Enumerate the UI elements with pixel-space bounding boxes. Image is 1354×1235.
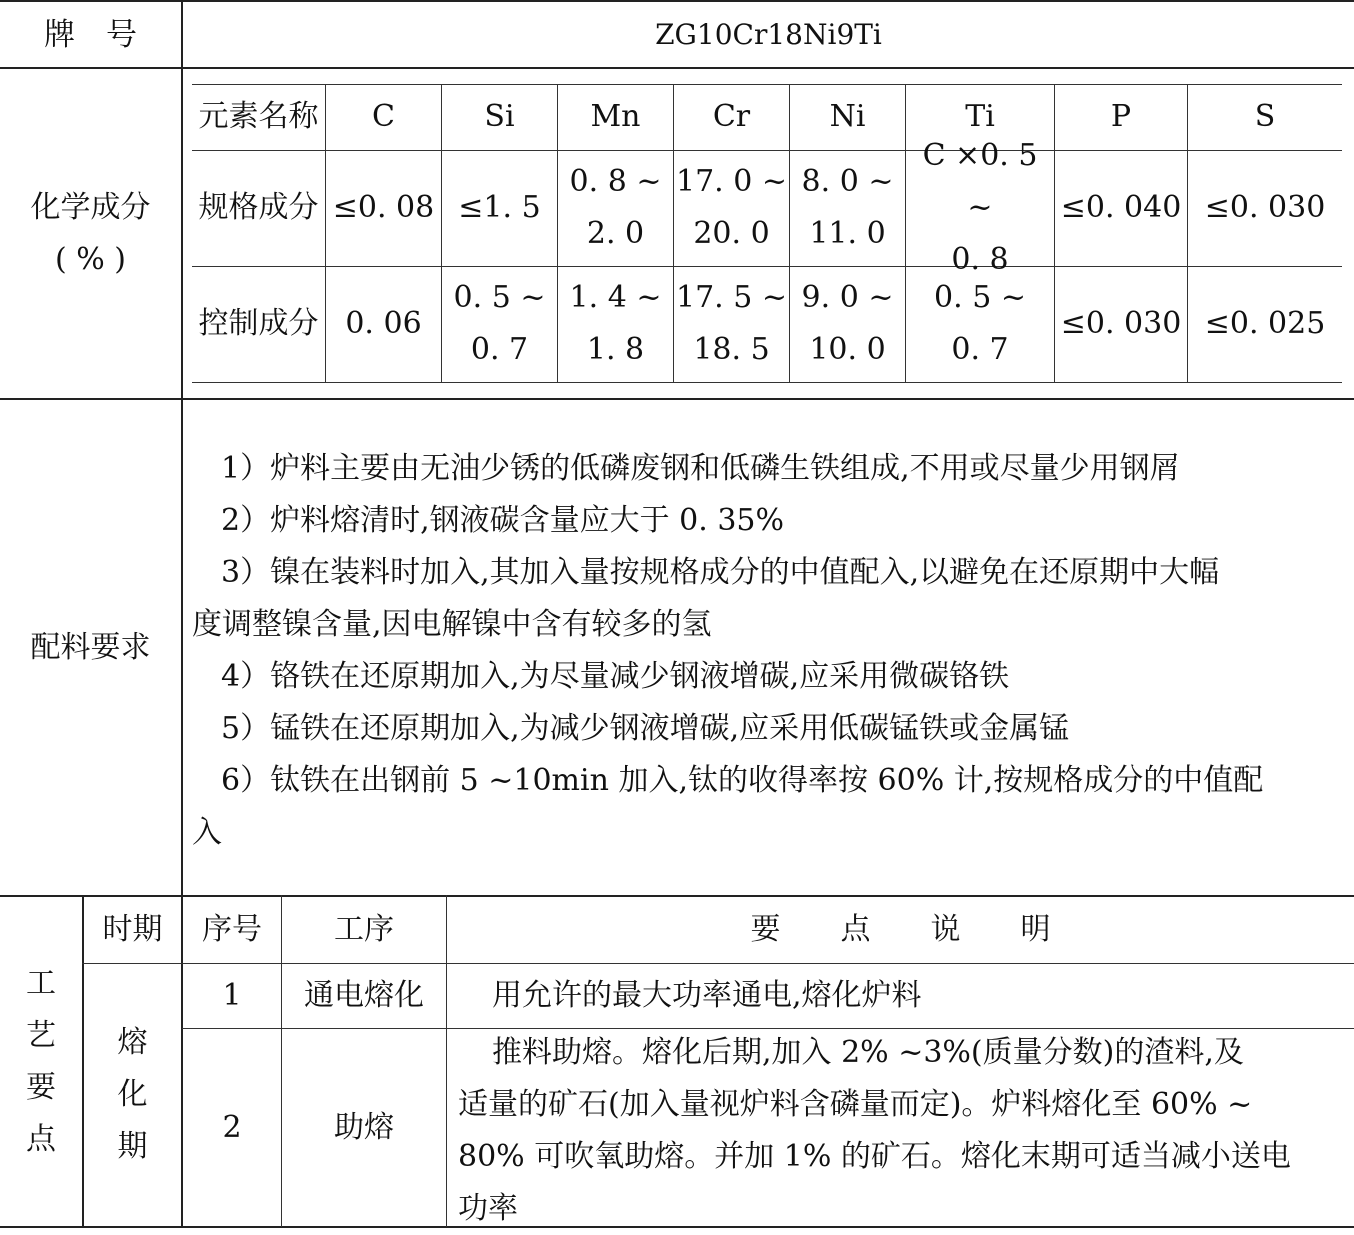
- batching-line: 1）炉料主要由无油少锈的低磷废钢和低磷生铁组成,不用或尽量少用钢屑: [221, 451, 1180, 486]
- spec-value: [1188, 150, 1342, 266]
- process-label-char: 要: [26, 1069, 56, 1105]
- cell-line: ≤0. 030: [1060, 306, 1182, 341]
- element-ti: Ti: [965, 99, 995, 134]
- batching-line: 3）镍在装料时加入,其加入量按规格成分的中值配入,以避免在还原期中大幅: [221, 555, 1220, 590]
- spec-value: [790, 150, 905, 266]
- control-value: [1055, 266, 1187, 382]
- cell-line: 9. 0 ~: [801, 280, 894, 315]
- control-label: 控制成分: [198, 306, 319, 341]
- cell-line: 0. 5 ~: [934, 280, 1026, 315]
- cell-line: 2. 0: [586, 216, 645, 251]
- element-ni: Ni: [829, 99, 866, 134]
- header-step: 工序: [334, 912, 394, 947]
- chem-label: [0, 69, 181, 398]
- element-c: C: [372, 99, 395, 134]
- batching-line: 度调整镍含量,因电解镍中含有较多的氢: [192, 607, 712, 642]
- step-description: [458, 1027, 1348, 1235]
- batching-line: 2）炉料熔清时,钢液碳含量应大于 0. 35%: [221, 503, 784, 538]
- control-value: [326, 266, 441, 382]
- step-name: 通电熔化: [304, 978, 424, 1013]
- element-s: S: [1254, 99, 1276, 134]
- period-melting: [84, 964, 181, 1226]
- description-line: 功率: [458, 1191, 518, 1226]
- step-number: 1: [222, 978, 242, 1013]
- spec-label: 规格成分: [198, 190, 319, 225]
- header-no: 序号: [202, 912, 262, 947]
- cell-line: 0. 8: [951, 242, 1009, 277]
- cell-line: 10. 0: [809, 332, 886, 367]
- spec-value: [558, 150, 673, 266]
- grade-value: ZG10Cr18Ni9Ti: [655, 17, 882, 51]
- spec-value: [906, 138, 1054, 277]
- period-char: 期: [117, 1129, 148, 1164]
- description-line: 推料助熔。熔化后期,加入 2% ~3%(质量分数)的渣料,及: [492, 1035, 1244, 1070]
- control-value: [790, 266, 905, 382]
- header-period: 时期: [102, 912, 163, 947]
- process-label: [0, 897, 82, 1226]
- cell-line: 1. 8: [586, 332, 645, 367]
- chem-label-line2: ( % ): [55, 241, 126, 277]
- cell-line: 8. 0 ~: [801, 164, 894, 199]
- spec-value: [326, 150, 441, 266]
- step-number: 2: [222, 1109, 242, 1145]
- description-line: 80% 可吹氧助熔。并加 1% 的矿石。熔化末期可适当减小送电: [458, 1139, 1291, 1174]
- cell-line: 0. 7: [470, 332, 529, 367]
- period-char: 化: [117, 1077, 148, 1112]
- control-value: [1188, 266, 1342, 382]
- cell-line: ≤1. 5: [458, 190, 541, 225]
- element-cr: Cr: [712, 99, 751, 134]
- spec-value: [674, 150, 789, 266]
- spec-value: [442, 150, 557, 266]
- cell-line: 17. 0 ~: [675, 164, 787, 199]
- element-si: Si: [484, 99, 515, 134]
- step-description: 用允许的最大功率通电,熔化炉料: [492, 978, 922, 1013]
- cell-line: 11. 0: [809, 216, 886, 251]
- cell-line: ≤0. 025: [1204, 306, 1326, 341]
- cell-line: 20. 0: [693, 216, 770, 251]
- control-value: [906, 266, 1054, 382]
- cell-line: 0. 06: [345, 306, 422, 341]
- element-header-label: 元素名称: [198, 99, 319, 134]
- control-value: [442, 266, 557, 382]
- period-char: 熔: [117, 1025, 148, 1060]
- control-value: [674, 266, 789, 382]
- chem-label-line1: 化学成分: [30, 189, 151, 225]
- cell-line: 0. 7: [951, 332, 1009, 367]
- cell-line: ≤0. 040: [1060, 190, 1182, 225]
- description-line: 适量的矿石(加入量视炉料含磷量而定)。炉料熔化至 60% ~: [458, 1087, 1253, 1122]
- element-mn: Mn: [590, 99, 641, 134]
- cell-line: 18. 5: [693, 332, 770, 367]
- cell-line: 1. 4 ~: [569, 280, 662, 315]
- cell-line: 0. 8 ~: [569, 164, 662, 199]
- element-p: P: [1110, 99, 1132, 134]
- cell-line: 0. 5 ~: [453, 280, 546, 315]
- batching-label: 配料要求: [30, 629, 151, 665]
- spec-value: [1055, 150, 1187, 266]
- cell-line: 17. 5 ~: [675, 280, 787, 315]
- cell-line: ≤0. 030: [1204, 190, 1326, 225]
- process-label-char: 工: [26, 965, 56, 1001]
- batching-line: 4）铬铁在还原期加入,为尽量减少钢液增碳,应采用微碳铬铁: [221, 659, 1010, 694]
- process-label-char: 艺: [26, 1017, 56, 1053]
- process-label-char: 点: [26, 1121, 56, 1157]
- step-name: 助熔: [334, 1109, 394, 1145]
- header-description: 要 点 说 明: [750, 912, 1051, 947]
- cell-line: C ×0. 5 ~: [922, 138, 1038, 225]
- cell-line: ≤0. 08: [332, 190, 435, 225]
- batching-line: 5）锰铁在还原期加入,为减少钢液增碳,应采用低碳锰铁或金属锰: [221, 711, 1070, 746]
- batching-line: 6）钛铁在出钢前 5 ~10min 加入,钛的收得率按 60% 计,按规格成分的中值配: [221, 763, 1264, 798]
- grade-label: 牌 号: [44, 16, 137, 53]
- control-value: [558, 266, 673, 382]
- batching-line: 入: [192, 815, 222, 850]
